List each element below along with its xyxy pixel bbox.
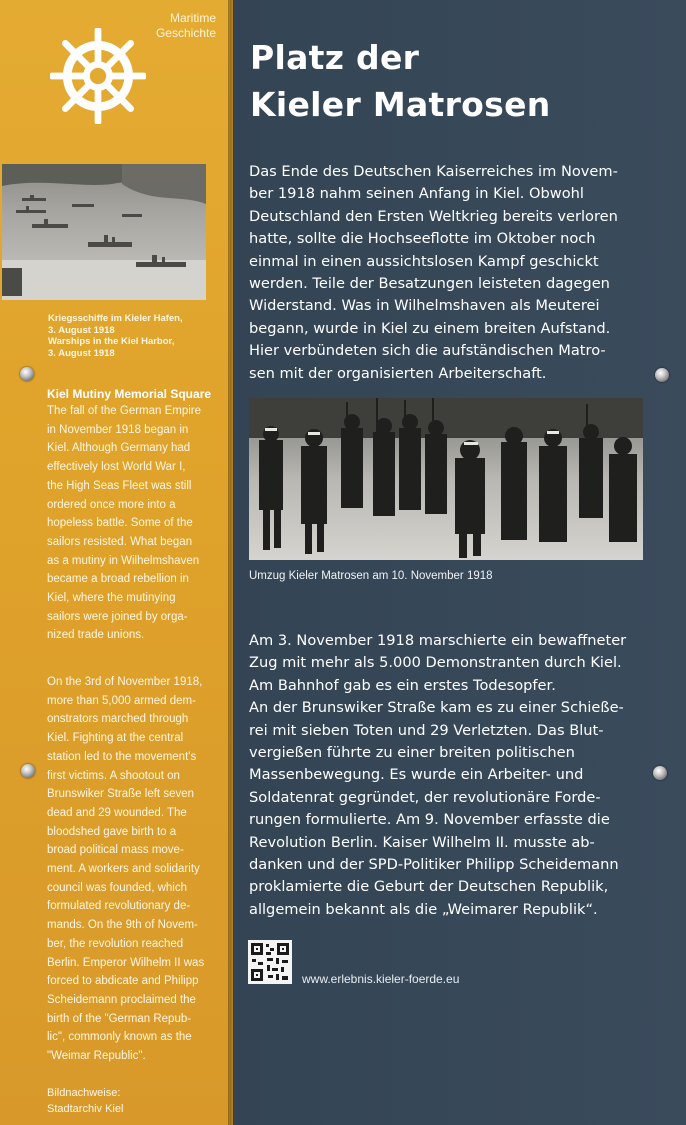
english-paragraph-2: On the 3rd of November 1918, more than 5,000 armed dem- onstrators marched through Kiel. Fighting at the central station led to the movement's first victims. A shootout on Brunswiker Straße left seven dead and 29 wounded. The bloodshed gave birth to a broad political mass move- ment. A workers and solidarity council was founded, which formulated revolutionary de- mands. On the 9th of Novem- ber, the revolution reached Berlin. Emperor Wilhelm II was forced to abdicate and Philipp Scheidemann proclaimed the birth of the "German Repub- lic", commonly known as the "Weimar Republic".: [47, 676, 205, 1063]
brand-label: Maritime Geschichte: [155, 11, 216, 40]
page-title: Platz der Kieler Matrosen: [250, 38, 551, 124]
harbor-photo: [2, 164, 206, 300]
qr-code-icon: [248, 940, 292, 984]
harbor-caption: Kriegsschiffe im Kieler Hafen, 3. August 1918 Warships in the Kiel Harbor, 3. August 1918: [48, 313, 183, 359]
panel-edge-shadow: [228, 0, 234, 1125]
photo-caption: Umzug Kieler Matrosen am 10. November 1918: [249, 570, 493, 582]
sailors-march-photo: [249, 398, 643, 560]
mounting-screw: [20, 367, 34, 381]
website-link: www.erlebnis.kieler-foerde.eu: [302, 972, 460, 986]
ship-wheel-icon: [50, 28, 146, 124]
image-credits: Bildnachweise: Stadtarchiv Kiel: [47, 1087, 124, 1115]
english-title: Kiel Mutiny Memorial Square: [47, 387, 212, 401]
mounting-screw: [21, 764, 35, 778]
german-paragraph-2: Am 3. November 1918 marschierte ein bewaffneter Zug mit mehr als 5.000 Demonstranten durch Kiel. Am Bahnhof gab es ein erstes Todesopfer. An der Brunswiker Straße kam es zu einer Schieße- rei mit sieben Toten und 29 Verletzten. Das Blut- vergießen führte zu einer breiten politischen Massenbewegung. Es wurde ein Arbeiter- und Soldatenrat gegründet, der revolutionäre Forde- rungen formulierte. Am 9. November erfasste die Revolution Berlin. Kaiser Wilhelm II. musste ab- danken und der SPD-Politiker Philipp Scheidemann proklamierte die Geburt der Deutschen Republik, allgemein bekannt als die „Weimarer Republik“.: [249, 632, 627, 918]
english-paragraph-1: The fall of the German Empire in November 1918 began in Kiel. Although Germany had effectively lost World War I, the High Seas Fleet was still ordered once more into a hopeless battle. Some of the sailors resisted. What began as a mutiny in Wilhelmshaven became a broad rebellion in Kiel, where the mutinying sailors were joined by orga- nized trade unions.: [47, 405, 202, 642]
german-paragraph-1: Das Ende des Deutschen Kaiserreiches im Novem- ber 1918 nahm seinen Anfang in Kiel. Obwohl Deutschland den Ersten Weltkrieg bereits verloren hatte, sollte die Hochseeflotte im Oktober noch einmal in einen aussichtslosen Kampf geschickt werden. Teile der Besatzungen leisteten dagegen Widerstand. Was in Wilhelmshaven als Meuterei begann, wurde in Kiel zu einem breiten Aufstand. Hier verbündeten sich die aufständischen Matro- sen mit der organisierten Arbeiterschaft.: [249, 163, 618, 382]
